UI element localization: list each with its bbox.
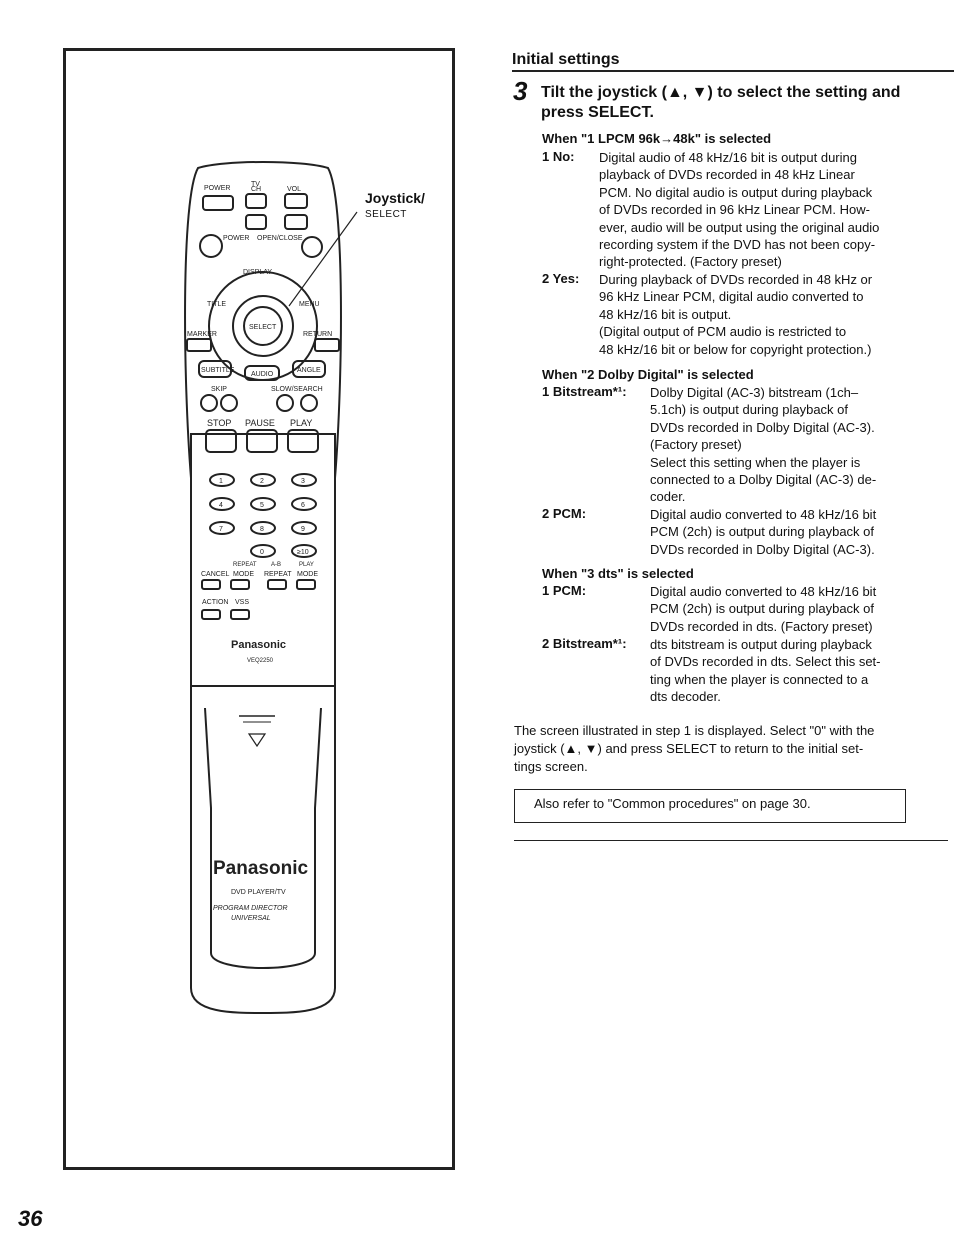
digit-2: 2 bbox=[260, 478, 264, 485]
digit-10plus: ≥10 bbox=[297, 549, 309, 556]
slow-search-label: SLOW/SEARCH bbox=[271, 386, 323, 393]
closing-paragraph bbox=[514, 722, 906, 776]
section-title: Initial settings bbox=[512, 51, 620, 68]
tv-label: TV bbox=[251, 181, 260, 188]
dolby-heading: When "2 Dolby Digital" is selected bbox=[542, 367, 754, 382]
display-label: DISPLAY bbox=[243, 269, 273, 276]
lpcm-yes-desc bbox=[599, 271, 905, 358]
product-label: DVD PLAYER/TV bbox=[231, 889, 286, 896]
play-mode-label: MODE bbox=[297, 571, 318, 578]
desc-line: Digital audio of 48 kHz/16 bit is output during bbox=[599, 150, 857, 165]
desc-line: DVDs recorded in dts. (Factory preset) bbox=[650, 618, 873, 634]
desc-line: dts bitstream is output during playback bbox=[650, 637, 872, 652]
pause-label: PAUSE bbox=[245, 418, 275, 428]
universal-label: UNIVERSAL bbox=[231, 915, 271, 922]
dolby-pcm-desc bbox=[650, 506, 905, 558]
desc-line: 96 kHz Linear PCM, digital audio converted to bbox=[599, 289, 864, 305]
marker-label: MARKER bbox=[187, 331, 217, 338]
brand-logo-large: Panasonic bbox=[213, 858, 309, 879]
desc-line: ting when the player is connected to a bbox=[650, 671, 869, 687]
section-rule bbox=[512, 70, 954, 72]
desc-line: of DVDs recorded in dts. Select this set- bbox=[650, 654, 881, 670]
desc-line: dts decoder. bbox=[650, 689, 721, 705]
lpcm-no-label: 1 No: bbox=[542, 149, 575, 164]
skip-label: SKIP bbox=[211, 386, 227, 393]
power-label-2: POWER bbox=[223, 235, 250, 242]
bottom-rule bbox=[514, 840, 948, 841]
joystick-callout-sub: SELECT bbox=[365, 209, 407, 220]
lpcm-yes-label: 2 Yes: bbox=[542, 271, 580, 286]
desc-line: recording system if the DVD has not been copy- bbox=[599, 237, 876, 253]
digit-9: 9 bbox=[301, 526, 305, 533]
digit-1: 1 bbox=[219, 478, 223, 485]
select-label: SELECT bbox=[249, 324, 277, 331]
action-label: ACTION bbox=[202, 599, 229, 606]
return-label: RETURN bbox=[303, 331, 333, 338]
desc-line: connected to a Dolby Digital (AC-3) de- bbox=[650, 472, 877, 488]
joystick-callout: Joystick/ bbox=[365, 190, 425, 206]
stop-label: STOP bbox=[207, 418, 232, 428]
digit-7: 7 bbox=[219, 526, 223, 533]
digit-3: 3 bbox=[301, 478, 305, 485]
digit-8: 8 bbox=[260, 526, 264, 533]
repeat-label: REPEAT bbox=[264, 571, 292, 578]
subtitle-label: SUBTITLE bbox=[201, 367, 235, 374]
angle-label: ANGLE bbox=[297, 367, 321, 374]
desc-line: PCM. No digital audio is output during playback bbox=[599, 184, 873, 200]
cancel-label: CANCEL bbox=[201, 571, 230, 578]
step-instruction: Tilt the joystick (▲, ▼) to select the setting and press SELECT. bbox=[541, 84, 901, 121]
dolby-bitstream-desc bbox=[650, 384, 905, 506]
body-line: tings screen. bbox=[514, 759, 588, 774]
desc-line: DVDs recorded in Dolby Digital (AC-3). bbox=[650, 419, 875, 435]
page-number: 36 bbox=[18, 1206, 43, 1231]
desc-line: Digital audio converted to 48 kHz/16 bit bbox=[650, 507, 877, 522]
body-line: joystick (▲, ▼) and press SELECT to return to the initial set- bbox=[514, 741, 864, 756]
desc-line: Select this setting when the player is bbox=[650, 454, 861, 470]
desc-line: 48 kHz/16 bit or below for copyright protection.) bbox=[599, 341, 872, 357]
dts-bitstream-desc bbox=[650, 636, 905, 706]
step-number: 3 bbox=[513, 76, 528, 106]
vss-label: VSS bbox=[235, 599, 250, 606]
desc-line: ever, audio will be output using the original audio bbox=[599, 219, 880, 235]
note-text: Also refer to "Common procedures" on page 30. bbox=[534, 796, 811, 811]
audio-label: AUDIO bbox=[251, 371, 274, 378]
body-line: The screen illustrated in step 1 is displayed. Select "0" with the bbox=[514, 723, 875, 738]
brand-logo-small: Panasonic bbox=[231, 639, 287, 651]
desc-line: PCM (2ch) is output during playback of bbox=[650, 601, 874, 617]
dolby-bitstream-label: 1 Bitstream*¹: bbox=[542, 384, 627, 399]
power-label: POWER bbox=[204, 185, 231, 192]
play-label: PLAY bbox=[290, 418, 313, 428]
program-director-label: PROGRAM DIRECTOR bbox=[213, 905, 288, 912]
dts-bitstream-label: 2 Bitstream*¹: bbox=[542, 636, 627, 651]
lpcm-heading: When "1 LPCM 96k→48k" is selected bbox=[542, 131, 772, 146]
digit-4: 4 bbox=[219, 502, 223, 509]
desc-line: Dolby Digital (AC-3) bitstream (1ch– bbox=[650, 385, 859, 400]
desc-line: PCM (2ch) is output during playback of bbox=[650, 524, 874, 540]
desc-line: 5.1ch) is output during playback of bbox=[650, 402, 849, 418]
desc-line: 48 kHz/16 bit is output. bbox=[599, 306, 732, 322]
play-top-label: PLAY bbox=[299, 562, 314, 568]
desc-line: During playback of DVDs recorded in 48 kHz or bbox=[599, 272, 873, 287]
vol-label: VOL bbox=[287, 186, 302, 193]
desc-line: playback of DVDs recorded in 48 kHz Linear bbox=[599, 167, 855, 183]
desc-line: DVDs recorded in Dolby Digital (AC-3). bbox=[650, 541, 875, 557]
dts-pcm-desc bbox=[650, 583, 905, 635]
desc-line: Digital audio converted to 48 kHz/16 bit bbox=[650, 584, 877, 599]
dts-pcm-label: 1 PCM: bbox=[542, 583, 587, 598]
dts-heading: When "3 dts" is selected bbox=[542, 566, 694, 581]
desc-line: of DVDs recorded in 96 kHz Linear PCM. How- bbox=[599, 202, 870, 218]
desc-line: (Digital output of PCM audio is restricted to bbox=[599, 324, 847, 340]
lpcm-no-desc bbox=[599, 149, 905, 271]
mode-label: MODE bbox=[233, 571, 254, 578]
model-label: VEQ2250 bbox=[247, 658, 274, 664]
desc-line: coder. bbox=[650, 489, 686, 505]
desc-line: (Factory preset) bbox=[650, 437, 742, 453]
open-close-label: OPEN/CLOSE bbox=[257, 235, 303, 242]
digit-0: 0 bbox=[260, 549, 264, 556]
ab-top-label: A-B bbox=[271, 562, 282, 568]
digit-5: 5 bbox=[260, 502, 264, 509]
ch-label: CH bbox=[251, 186, 262, 193]
dolby-pcm-label: 2 PCM: bbox=[542, 506, 587, 521]
digit-6: 6 bbox=[301, 502, 305, 509]
title-label: TITLE bbox=[207, 301, 227, 308]
repeat-top-label: REPEAT bbox=[233, 562, 257, 568]
menu-label: MENU bbox=[299, 301, 320, 308]
desc-line: right-protected. (Factory preset) bbox=[599, 254, 782, 270]
